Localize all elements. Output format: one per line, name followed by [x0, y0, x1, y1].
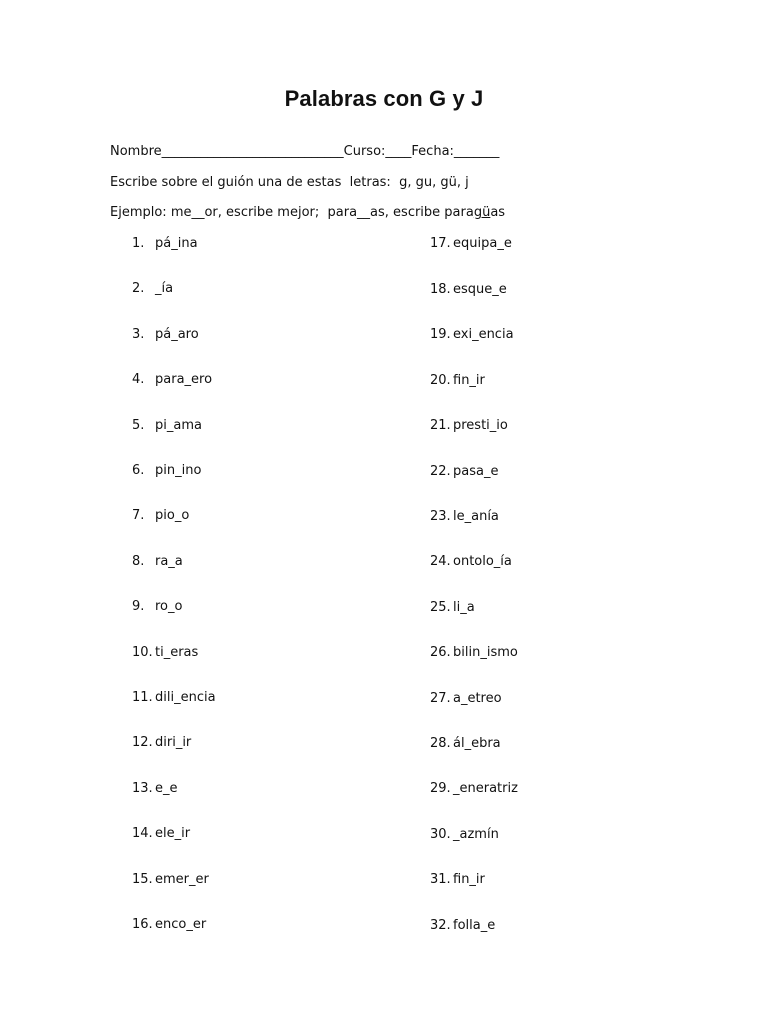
list-item	[132, 690, 216, 705]
list-item	[132, 463, 201, 478]
list-item	[132, 508, 189, 523]
item-word: pin_ino	[155, 463, 202, 478]
item-word: enco_er	[155, 917, 207, 932]
item-number: 23.	[430, 509, 451, 524]
item-number: 15.	[132, 871, 153, 887]
list-item	[132, 735, 191, 750]
item-number: 6.	[132, 463, 145, 478]
item-number: 18.	[430, 282, 451, 297]
item-word: ál_ebra	[453, 736, 501, 751]
item-number: 27.	[430, 690, 451, 706]
item-number: 5.	[132, 417, 145, 433]
item-word: ti_eras	[155, 644, 199, 660]
example-text	[110, 205, 505, 220]
item-number: 12.	[132, 735, 153, 751]
item-number: 3.	[132, 326, 145, 342]
list-item	[430, 600, 475, 615]
instruction-text: Escribe sobre el guión una de estas letras: g, gu, gü, j	[110, 175, 469, 190]
item-word: bilin_ismo	[453, 645, 518, 661]
item-word: pá_ina	[155, 236, 198, 251]
list-item	[430, 827, 499, 842]
item-number: 10.	[132, 644, 153, 660]
item-number: 14.	[132, 826, 153, 842]
example-part-1: Ejemplo: me__or, escribe mejor; para__as, escribe para	[110, 205, 474, 220]
item-number: 1.	[132, 236, 145, 251]
item-word: equipa_e	[453, 236, 512, 251]
item-word: pá_aro	[155, 326, 199, 342]
item-word: ontolo_ía	[453, 554, 512, 570]
list-item	[430, 918, 495, 933]
list-item	[430, 736, 501, 751]
item-number: 16.	[132, 917, 153, 932]
item-number: 30.	[430, 826, 451, 842]
item-word: pio_o	[155, 508, 190, 524]
item-number: 2.	[132, 281, 145, 297]
list-item	[132, 645, 198, 660]
list-item	[132, 917, 206, 932]
item-number: 19.	[430, 327, 451, 343]
item-word: exi_encia	[453, 327, 514, 343]
item-word: le_anía	[453, 509, 499, 524]
item-number: 28.	[430, 736, 451, 751]
list-item	[132, 781, 178, 796]
item-number: 8.	[132, 553, 145, 569]
item-word: para_ero	[155, 372, 213, 388]
item-word: esque_e	[453, 282, 507, 297]
item-word: presti_io	[453, 418, 508, 434]
item-word: fin_ir	[453, 372, 485, 388]
list-item	[132, 826, 190, 841]
item-number: 32.	[430, 917, 451, 933]
list-item	[132, 554, 183, 569]
item-number: 21.	[430, 418, 451, 434]
item-word: emer_er	[155, 871, 209, 887]
item-word: e_e	[155, 780, 178, 796]
item-number: 31.	[430, 872, 451, 888]
example-part-3: as	[490, 205, 506, 220]
page-title: Palabras con G y J	[284, 86, 484, 111]
item-word: _ía	[155, 281, 174, 297]
item-number: 9.	[132, 599, 145, 615]
item-word: folla_e	[453, 917, 496, 933]
list-item	[132, 872, 209, 887]
list-item	[430, 872, 485, 887]
item-word: ro_o	[155, 599, 183, 615]
item-number: 7.	[132, 508, 145, 524]
list-item	[132, 418, 202, 433]
list-item	[430, 418, 508, 433]
item-number: 26.	[430, 645, 451, 661]
list-item	[430, 554, 512, 569]
list-item	[430, 509, 499, 524]
item-word: pi_ama	[155, 417, 202, 433]
list-item	[430, 781, 518, 796]
list-item	[132, 599, 182, 614]
item-word: ele_ir	[155, 826, 191, 842]
item-number: 25.	[430, 599, 451, 615]
list-item	[430, 282, 507, 297]
list-item	[430, 373, 485, 388]
list-item	[430, 645, 518, 660]
list-item	[430, 464, 498, 479]
example-underlined: gü	[473, 205, 491, 220]
item-number: 4.	[132, 372, 145, 388]
item-word: fin_ir	[453, 872, 485, 888]
student-info-line: Nombre____________________________Curso:____Fecha:_______	[110, 144, 500, 159]
list-item	[430, 327, 514, 342]
list-item	[430, 236, 512, 251]
item-number: 29.	[430, 781, 451, 797]
list-item	[132, 372, 212, 387]
item-number: 17.	[430, 236, 451, 251]
item-word: pasa_e	[453, 463, 499, 479]
list-item	[132, 281, 173, 296]
item-word: diri_ir	[155, 735, 192, 751]
item-word: li_a	[453, 599, 475, 615]
item-number: 22.	[430, 463, 451, 479]
item-word: a_etreo	[453, 690, 502, 706]
item-number: 20.	[430, 372, 451, 388]
list-item	[430, 691, 502, 706]
item-word: ra_a	[155, 553, 183, 569]
list-item	[132, 327, 199, 342]
item-word: _azmín	[453, 826, 499, 842]
item-number: 13.	[132, 780, 153, 796]
item-word: dili_encia	[155, 690, 216, 705]
item-word: _eneratriz	[453, 781, 518, 797]
item-number: 11.	[132, 690, 153, 705]
item-number: 24.	[430, 554, 451, 570]
list-item	[132, 236, 198, 251]
